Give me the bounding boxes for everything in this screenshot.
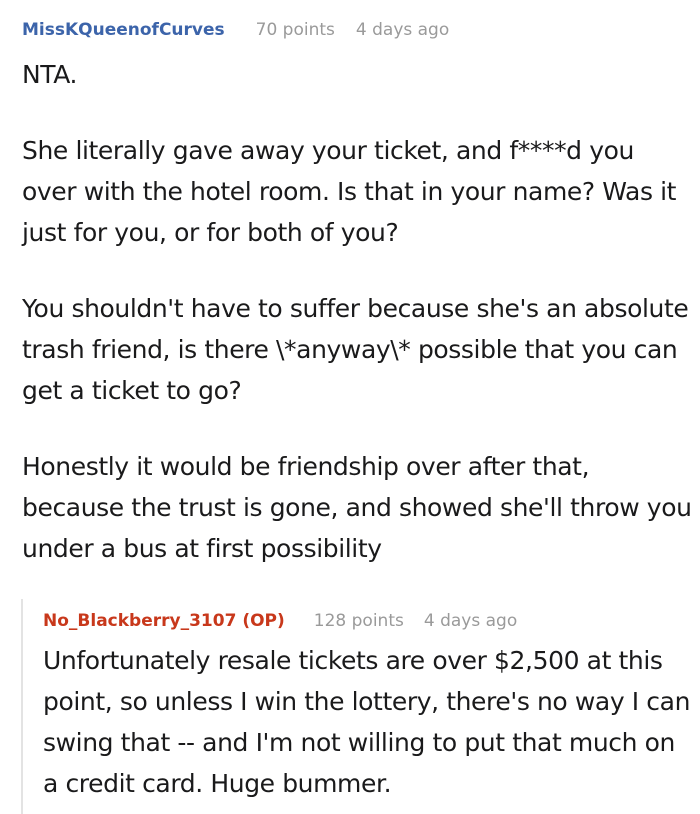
comment-author-link[interactable]: MissKQueenofCurves (22, 20, 225, 40)
reply-author-link[interactable]: No_Blackberry_3107 (OP) (43, 611, 285, 631)
comment-timestamp: 4 days ago (355, 20, 450, 40)
comment-paragraph: She literally gave away your ticket, and f****d you over with the hotel room. Is that in your name? Was it just for you, or for both of you? (22, 136, 677, 247)
thread-line[interactable] (21, 599, 23, 814)
reply-body (43, 640, 693, 804)
comment-points: 70 points (255, 20, 335, 40)
comment-paragraph: NTA. (22, 60, 78, 89)
comment-paragraph: Honestly it would be friendship over after that, because the trust is gone, and showed she'll throw you under a bus at first possibility (22, 452, 692, 563)
comment-meta (22, 19, 449, 41)
reply-points: 128 points (313, 611, 404, 631)
reply-timestamp: 4 days ago (423, 611, 518, 631)
reply-paragraph: Unfortunately resale tickets are over $2,500 at this point, so unless I win the lottery, there's no way I can swing that -- and I'm not willing to put that much on a credit card. Huge bummer. (43, 646, 691, 798)
reply-comment (21, 599, 700, 814)
reply-meta (43, 610, 517, 632)
comment-paragraph: You shouldn't have to suffer because she's an absolute trash friend, is there \*anyway\* possible that you can get a ticket to go? (22, 294, 689, 405)
comment-body (22, 54, 692, 569)
